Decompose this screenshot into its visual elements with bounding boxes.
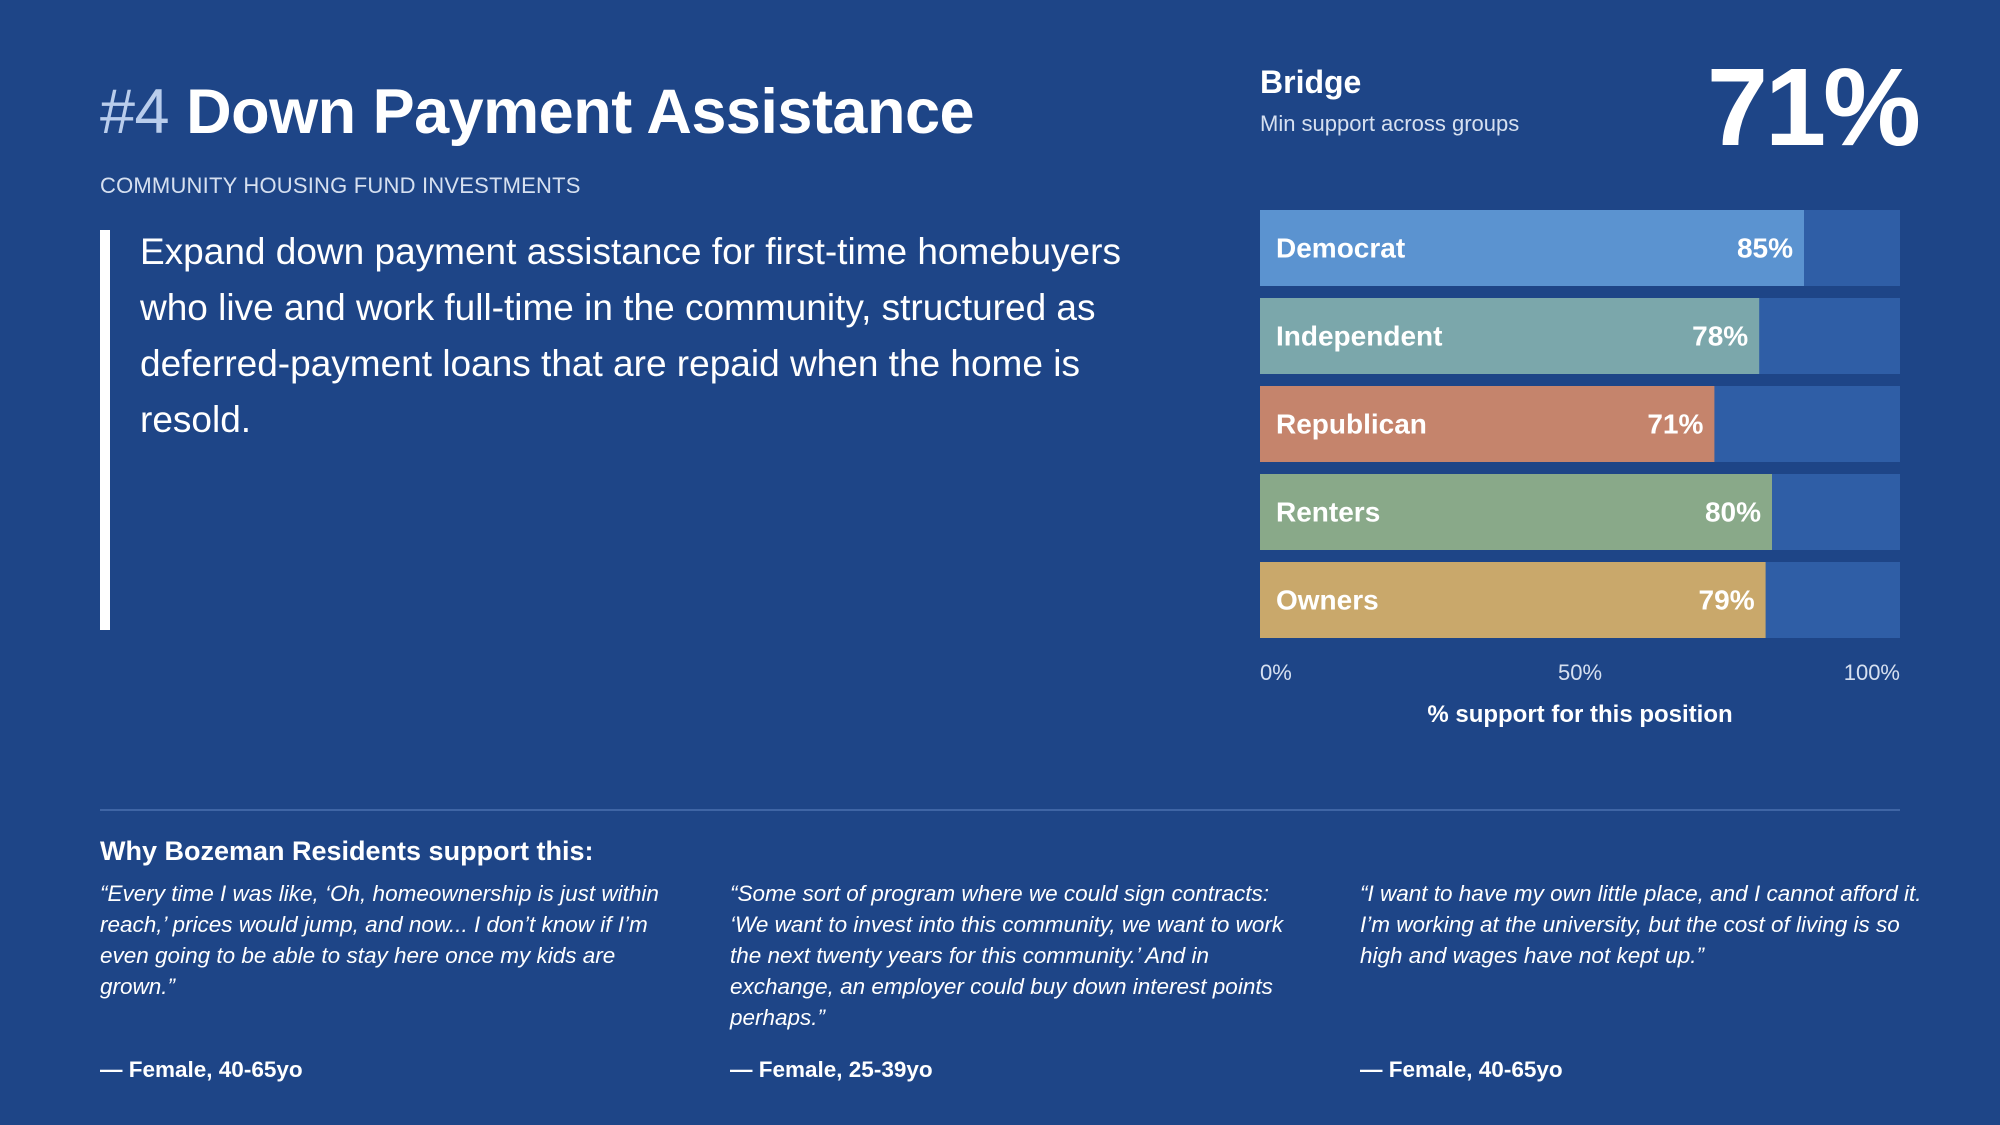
bar-value-label-owners: 79% bbox=[1698, 584, 1755, 616]
bridge-subtitle: Min support across groups bbox=[1260, 111, 1520, 136]
x-tick-label-50: 50% bbox=[1557, 660, 1603, 685]
resident-quote-2: “Some sort of program where we could sign contracts: ‘We want to invest into this community, we want to work the next twenty years for this community.’ And in exchange, an employer could buy down interest points perhaps.” bbox=[730, 881, 1284, 1030]
why-heading: Why Bozeman Residents support this: bbox=[100, 836, 594, 866]
x-axis-title: % support for this position bbox=[1427, 701, 1733, 728]
quote-attribution-1: — Female, 40-65yo bbox=[100, 1057, 303, 1082]
x-tick-label-0: 0% bbox=[1260, 660, 1292, 685]
category-subtitle: COMMUNITY HOUSING FUND INVESTMENTS bbox=[100, 173, 581, 198]
x-tick-label-100: 100% bbox=[1843, 660, 1900, 685]
quote-attribution-2: — Female, 25-39yo bbox=[730, 1057, 933, 1082]
quote-attribution-3: — Female, 40-65yo bbox=[1360, 1057, 1563, 1082]
bar-label-independent: Independent bbox=[1276, 320, 1443, 352]
bar-label-democrat: Democrat bbox=[1276, 232, 1406, 264]
support-bar-chart bbox=[1260, 210, 1900, 730]
bridge-label: Bridge bbox=[1260, 64, 1362, 100]
resident-quote-3: “I want to have my own little place, and I cannot afford it. I’m working at the university, but the cost of living is so high and wages have not kept up.” bbox=[1360, 881, 1922, 968]
proposal-description: Expand down payment assistance for first-time homebuyers who live and work full-time in the community, structured as deferred-payment loans that are repaid when the home is resold. bbox=[140, 231, 1121, 440]
resident-quote-1: “Every time I was like, ‘Oh, homeownership is just within reach,’ prices would jump, and now... I don’t know if I’m even going to be able to stay here once my kids are grown.” bbox=[100, 881, 659, 999]
bar-label-republican: Republican bbox=[1276, 408, 1427, 440]
bar-value-label-renters: 80% bbox=[1704, 496, 1761, 528]
bar-value-label-democrat: 85% bbox=[1736, 232, 1793, 264]
page-title bbox=[100, 72, 974, 152]
bar-value-label-republican: 71% bbox=[1647, 408, 1704, 440]
rank-number: #4 bbox=[100, 77, 170, 147]
bridge-value: 71% bbox=[1706, 46, 1918, 169]
bar-label-renters: Renters bbox=[1276, 496, 1381, 528]
bar-value-label-independent: 78% bbox=[1692, 320, 1749, 352]
section-divider bbox=[100, 809, 1900, 811]
bar-label-owners: Owners bbox=[1276, 584, 1379, 616]
quote-accent-bar bbox=[100, 230, 110, 630]
title-text: Down Payment Assistance bbox=[186, 77, 975, 147]
